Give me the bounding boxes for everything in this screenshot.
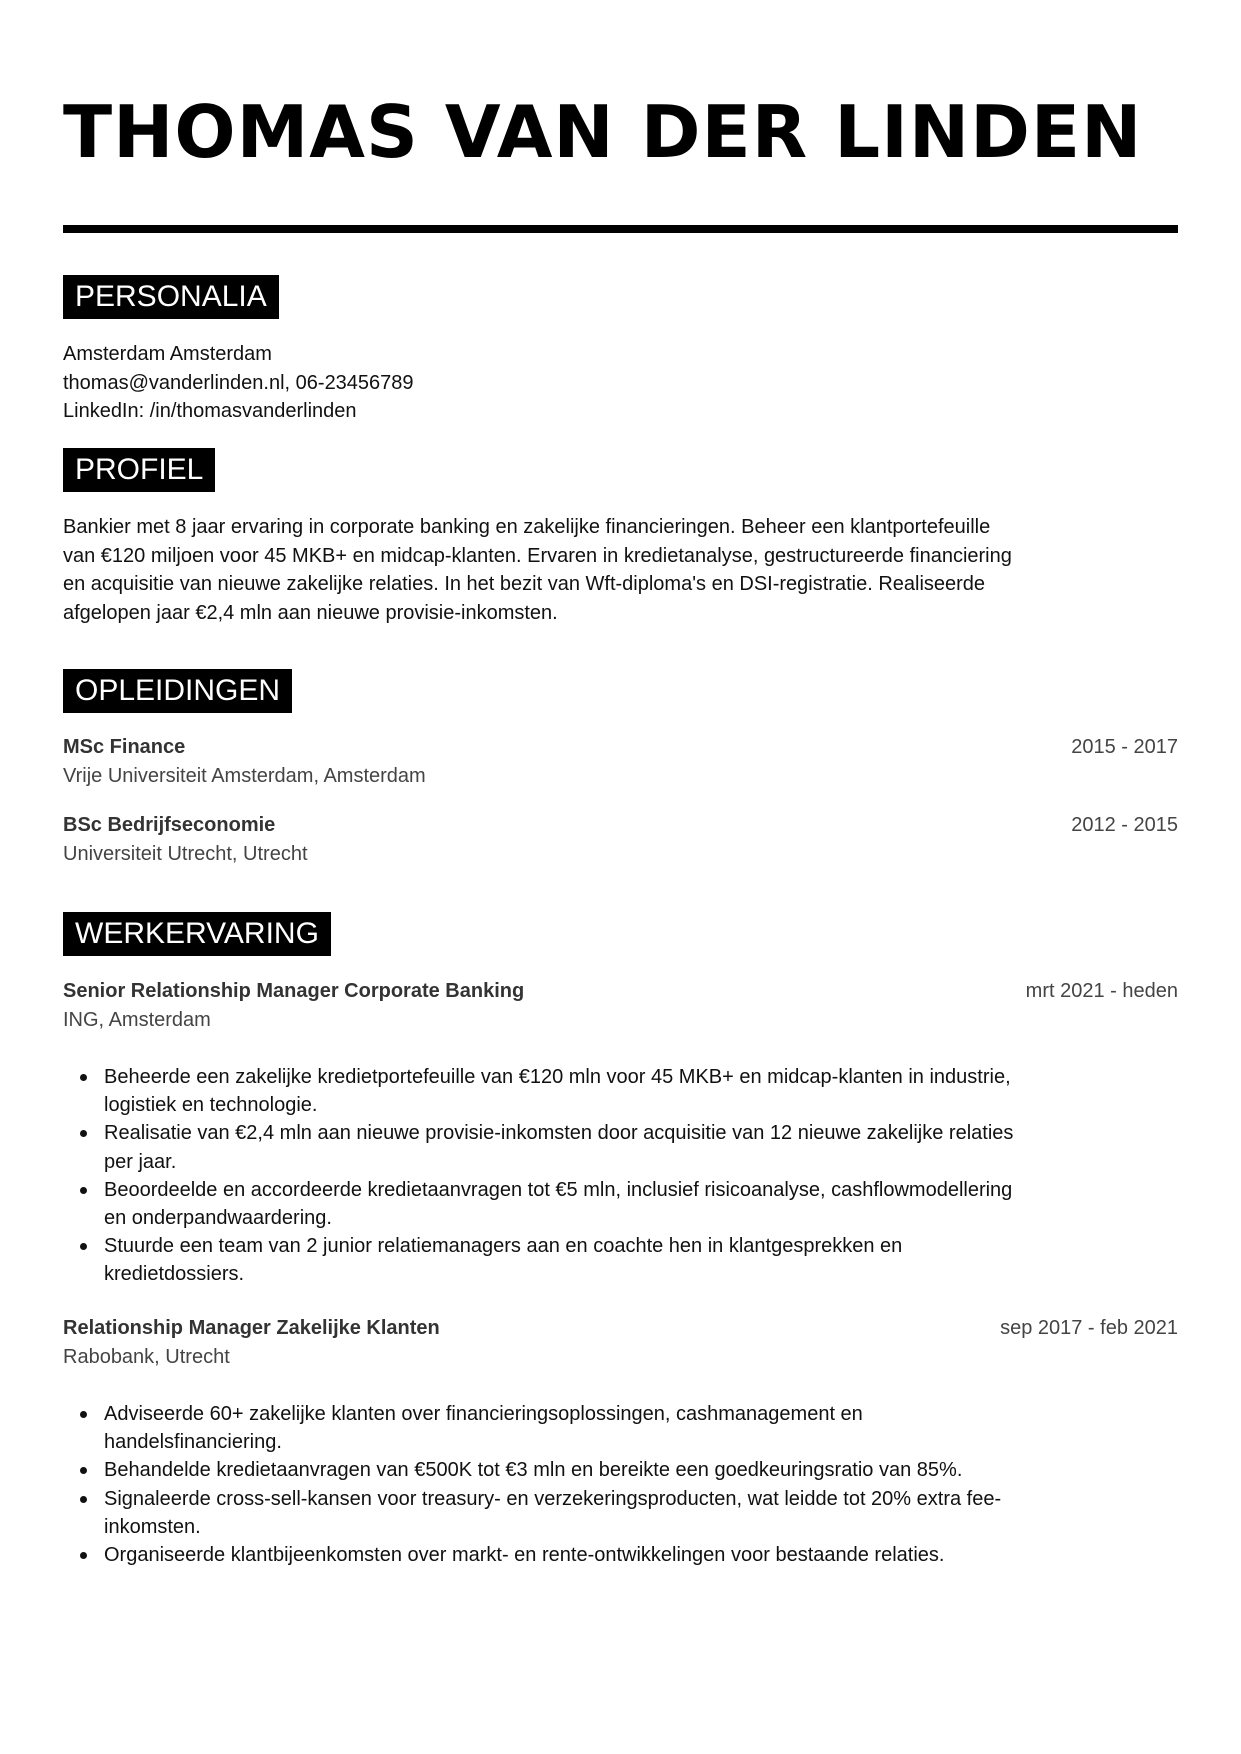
bullet-line: logistiek en technologie. [104, 1094, 318, 1117]
bullet-line: per jaar. [104, 1150, 177, 1173]
personalia-location: Amsterdam Amsterdam [63, 343, 272, 365]
bullet-line: en onderpandwaardering. [104, 1207, 332, 1230]
section-heading-personalia: PERSONALIA [63, 275, 279, 319]
bullet-dot-icon [80, 1243, 87, 1250]
section-heading-opleidingen: OPLEIDINGEN [63, 669, 292, 713]
bullet-line: Realisatie van €2,4 mln aan nieuwe provisie-inkomsten door acquisitie van 12 nieuwe zakelijke relaties [104, 1122, 1014, 1145]
bullet-line: Beheerde een zakelijke kredietportefeuille van €120 mln voor 45 MKB+ en midcap-klanten in industrie, [104, 1066, 1011, 1088]
education-date: 2012 - 2015 [1071, 814, 1178, 836]
bullet-dot-icon [80, 1074, 87, 1081]
bullet-line: Stuurde een team van 2 junior relatiemanagers aan en coachte hen in klantgesprekken en [104, 1235, 903, 1258]
bullet-line: Signaleerde cross-sell-kansen voor treasury- en verzekeringsproducten, wat leidde tot 20% extra fee- [104, 1487, 1002, 1510]
job-title: Senior Relationship Manager Corporate Banking [63, 980, 525, 1002]
bullet-dot-icon [80, 1467, 87, 1474]
bullet-dot-icon [80, 1187, 87, 1194]
job-company: Rabobank, Utrecht [63, 1346, 230, 1368]
bullet-dot-icon [80, 1411, 87, 1418]
education-institution: Universiteit Utrecht, Utrecht [63, 843, 308, 865]
personalia-linkedin: LinkedIn: /in/thomasvanderlinden [63, 400, 357, 422]
profile-summary [63, 513, 1178, 627]
job-bullet [63, 1232, 1178, 1288]
candidate-name: THOMAS VAN DER LINDEN [63, 90, 1143, 174]
education-degree: BSc Bedrijfseconomie [63, 814, 276, 836]
bullet-line: Behandelde kredietaanvragen van €500K tot €3 mln en bereikte een goedkeuringsratio van 85%. [104, 1459, 963, 1482]
education-entry [63, 811, 1178, 869]
job-entry [63, 977, 1178, 1035]
bullet-line: inkomsten. [104, 1515, 201, 1538]
job-bullet [63, 1400, 1178, 1456]
profile-line: Bankier met 8 jaar ervaring in corporate banking en zakelijke financieringen. Beheer een klantportefeuille [63, 516, 991, 538]
job-date: mrt 2021 - heden [1025, 980, 1178, 1002]
job-entry [63, 1314, 1178, 1372]
personalia-details [63, 340, 1178, 426]
job-title: Relationship Manager Zakelijke Klanten [63, 1317, 440, 1339]
profile-line: en acquisitie van nieuwe zakelijke relaties. In het bezit van Wft-diploma's en DSI-registratie. Realiseerde [63, 573, 986, 595]
job-date: sep 2017 - feb 2021 [1000, 1317, 1178, 1339]
bullet-line: Adviseerde 60+ zakelijke klanten over financieringsoplossingen, cashmanagement en [104, 1403, 863, 1425]
bullet-dot-icon [80, 1552, 87, 1559]
education-degree: MSc Finance [63, 736, 186, 758]
section-heading-werkervaring: WERKERVARING [63, 912, 331, 956]
job-company: ING, Amsterdam [63, 1009, 211, 1031]
job-bullet [63, 1119, 1178, 1175]
job-bullet-list [63, 1063, 1178, 1289]
bullet-line: kredietdossiers. [104, 1263, 245, 1286]
bullet-line: Organiseerde klantbijeenkomsten over markt- en rente-ontwikkelingen voor bestaande relaties. [104, 1544, 945, 1567]
personalia-contact: thomas@vanderlinden.nl, 06-23456789 [63, 371, 414, 394]
profile-line: afgelopen jaar €2,4 mln aan nieuwe provisie-inkomsten. [63, 601, 558, 624]
section-heading-profiel: PROFIEL [63, 448, 215, 492]
bullet-line: Beoordeelde en accordeerde kredietaanvragen tot €5 mln, inclusief risicoanalyse, cashflowmodellering [104, 1178, 1013, 1201]
job-bullet [63, 1456, 1178, 1484]
education-date: 2015 - 2017 [1071, 736, 1178, 758]
profile-line: van €120 miljoen voor 45 MKB+ en midcap-klanten. Ervaren in kredietanalyse, gestructureerde financiering [63, 544, 1012, 567]
job-bullet [63, 1063, 1178, 1119]
job-bullet [63, 1176, 1178, 1232]
bullet-dot-icon [80, 1130, 87, 1137]
bullet-dot-icon [80, 1496, 87, 1503]
header-divider [63, 225, 1178, 233]
bullet-line: handelsfinanciering. [104, 1431, 282, 1454]
job-bullet [63, 1541, 1178, 1569]
education-institution: Vrije Universiteit Amsterdam, Amsterdam [63, 765, 426, 787]
education-entry [63, 733, 1178, 791]
job-bullet-list [63, 1400, 1178, 1569]
job-bullet [63, 1485, 1178, 1541]
